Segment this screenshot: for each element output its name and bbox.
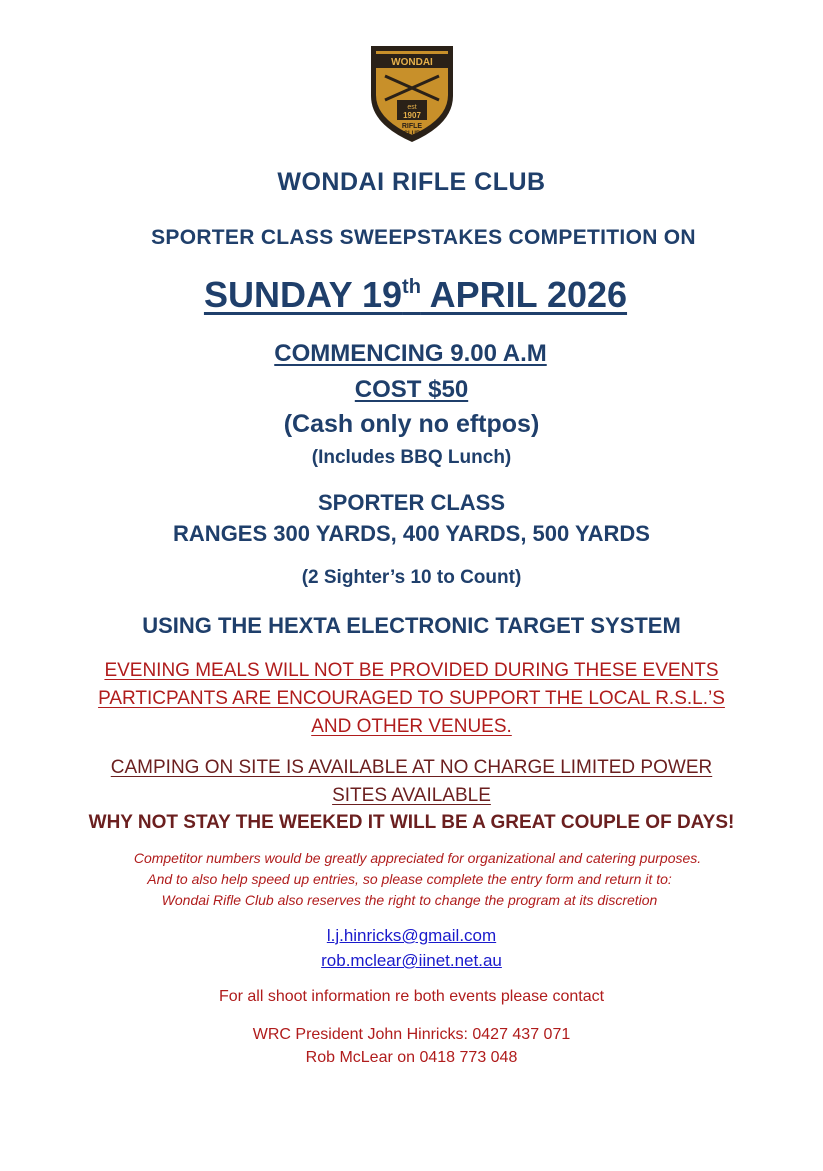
svg-text:est: est [407,104,417,111]
meals-notice-line-2-text: PARTICPANTS ARE ENCOURAGED TO SUPPORT THE LOCAL R.S.L.’S [98,688,725,709]
rifle-club-badge-icon [367,40,457,144]
meals-notice-line-3-text: AND OTHER VENUES. [311,716,512,737]
event-date-ordinal: th [402,276,421,298]
email-link-hinricks[interactable]: l.j.hinricks@gmail.com [326,926,497,945]
svg-text:1907: 1907 [403,111,421,120]
camping-notice-line-1-text: CAMPING ON SITE IS AVAILABLE AT NO CHARGE LIMITED POWER [110,757,713,778]
club-logo [367,40,457,144]
weekend-invite: WHY NOT STAY THE WEEKED IT WILL BE A GREAT COUPLE OF DAYS! [88,812,735,833]
lunch-note: (Includes BBQ Lunch) [311,447,512,468]
camping-notice-line-2 [0,785,823,807]
start-time [0,340,822,368]
competition-title: SPORTER CLASS SWEEPSTAKES COMPETITION ON [151,226,696,249]
entry-note-2: And to also help speed up entries, so please complete the entry form and return it to: [147,871,672,887]
club-title: WONDAI RIFLE CLUB [277,168,546,196]
event-date-day: SUNDAY 19 [203,274,403,315]
svg-text:CLUB: CLUB [403,131,421,137]
entry-note-1: Competitor numbers would be greatly appreciated for organizational and catering purposes. [133,850,702,866]
meals-notice-line-1 [0,660,823,682]
class-heading: SPORTER CLASS [317,490,506,515]
entry-note-3: Wondai Rifle Club also reserves the right to change the program at its discretion [161,892,658,908]
ranges: RANGES 300 YARDS, 400 YARDS, 500 YARDS [173,521,650,546]
event-date [4,274,823,316]
sighters-note: (2 Sighter’s 10 to Count) [301,567,522,588]
email-line-1 [0,926,823,946]
svg-text:WONDAI: WONDAI [391,57,433,68]
svg-text:RIFLE: RIFLE [401,123,423,130]
event-date-month-year: APRIL 2026 [420,274,628,315]
meals-notice-line-1-text: EVENING MEALS WILL NOT BE PROVIDED DURING THESE EVENTS [104,660,719,681]
start-time-text: COMMENCING 9.00 A.M [274,340,547,367]
meals-notice-line-3 [0,716,823,738]
camping-notice-line-2-text: SITES AVAILABLE [332,785,491,806]
email-line-2 [0,951,823,971]
payment-note: (Cash only no eftpos) [283,410,540,438]
target-system: USING THE HEXTA ELECTRONIC TARGET SYSTEM [142,613,681,638]
cost [0,376,823,404]
camping-notice-line-1 [0,757,823,779]
contact-rob: Rob McLear on 0418 773 048 [305,1049,518,1066]
email-link-mclear[interactable]: rob.mclear@iinet.net.au [321,951,502,970]
contact-president: WRC President John Hinricks: 0427 437 071 [252,1026,571,1043]
meals-notice-line-2 [0,688,823,710]
cost-text: COST $50 [354,376,469,403]
contact-intro: For all shoot information re both events please contact [218,988,605,1005]
